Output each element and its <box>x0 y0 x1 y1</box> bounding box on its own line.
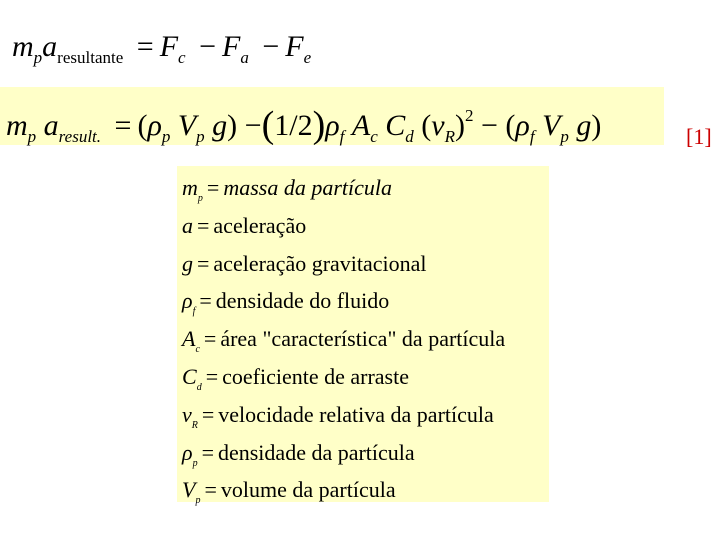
definition-row <box>182 397 549 435</box>
eq1-m: m <box>12 30 34 63</box>
eq2-lparen3: ( <box>505 109 516 142</box>
def-equals: = <box>206 175 220 200</box>
eq2-lparen2: ( <box>421 109 432 142</box>
force-balance-equation <box>12 22 311 72</box>
def-subscript: d <box>196 381 202 393</box>
definition-row <box>182 359 549 397</box>
def-text: massa da partícula <box>223 175 392 200</box>
def-symbol: A <box>182 326 196 352</box>
def-symbol: V <box>182 477 196 503</box>
eq2-f2: f <box>529 127 535 146</box>
eq2-lparen1: ( <box>137 109 148 142</box>
eq2-A: A <box>351 109 371 142</box>
eq1-resultante: resultante <box>57 48 124 67</box>
eq2-half: 1/2 <box>274 109 313 142</box>
eq2-f1: f <box>339 127 345 146</box>
eq2-p2: p <box>161 127 171 146</box>
def-text: área "característica" da partícula <box>220 326 506 352</box>
eq2-rparen1: ) <box>227 109 238 142</box>
def-equals: = <box>201 401 215 427</box>
eq1-c: c <box>178 48 186 67</box>
def-equals: = <box>201 439 214 465</box>
eq2-g1: g <box>212 109 228 142</box>
eq2-m: m <box>6 109 28 142</box>
eq1-F2: F <box>221 30 241 63</box>
def-symbol: ρ <box>182 288 193 314</box>
definition-row <box>182 246 549 284</box>
eq2-p3: p <box>196 127 205 146</box>
eq2-R: R <box>444 127 455 146</box>
eq1-a-sub: a <box>240 48 249 67</box>
expanded-equation <box>6 87 601 145</box>
def-symbol: g <box>182 250 193 276</box>
def-equals: = <box>204 477 217 503</box>
citation-reference: [1] <box>686 124 712 149</box>
def-equals: = <box>205 363 219 389</box>
def-subscript: f <box>192 306 196 318</box>
definition-row <box>182 472 549 510</box>
eq2-half-close: ) <box>312 104 326 146</box>
eq2-rho3: ρ <box>515 109 530 142</box>
def-text: densidade do fluido <box>215 288 390 314</box>
def-equals: = <box>197 250 210 276</box>
def-text: aceleração gravitacional <box>213 250 427 276</box>
eq2-v: v <box>431 109 445 142</box>
def-equals: = <box>199 288 212 314</box>
def-symbol: ρ <box>182 439 193 465</box>
def-equals: = <box>197 212 210 238</box>
def-text: coeficiente de arraste <box>222 363 409 389</box>
eq2-V1: V <box>177 109 197 142</box>
def-subscript: p <box>192 457 198 469</box>
definition-row <box>182 435 549 473</box>
def-symbol: m <box>182 175 198 200</box>
def-symbol: C <box>182 363 197 389</box>
def-subscript: c <box>195 344 200 356</box>
eq2-p4: p <box>560 127 569 146</box>
eq1-equals: = <box>136 30 154 63</box>
eq2-rho1: ρ <box>147 109 162 142</box>
eq2-rparen2: ) <box>455 109 465 142</box>
eq1-minus1: − <box>199 30 216 63</box>
eq2-equals: = <box>114 109 132 142</box>
definition-row <box>182 283 549 321</box>
def-text: aceleração <box>213 212 307 238</box>
eq2-p: p <box>27 127 37 146</box>
eq2-rho2: ρ <box>325 109 340 142</box>
eq2-square: 2 <box>465 106 474 125</box>
symbol-definitions-box <box>177 166 549 507</box>
eq1-minus2: − <box>262 30 280 63</box>
def-symbol: v <box>182 401 192 427</box>
def-subscript: R <box>191 419 198 431</box>
def-text: velocidade relativa da partícula <box>218 401 494 427</box>
def-text: densidade da partícula <box>217 439 415 465</box>
eq2-minus2: − <box>481 109 498 142</box>
eq1-F3: F <box>285 30 304 63</box>
eq2-c: c <box>370 127 378 146</box>
eq2-C: C <box>385 109 406 142</box>
eq2-a: a <box>43 109 59 142</box>
eq1-p: p <box>33 48 43 67</box>
def-equals: = <box>203 326 217 352</box>
definition-row <box>182 321 549 359</box>
expanded-equation-box <box>0 87 664 145</box>
eq1-e: e <box>303 48 312 67</box>
eq2-result: result. <box>58 127 102 146</box>
eq1-F1: F <box>159 30 179 63</box>
eq2-half-open: ( <box>261 104 275 146</box>
def-subscript: p <box>197 193 203 204</box>
def-symbol: a <box>182 212 193 238</box>
eq2-minus1: − <box>244 109 262 142</box>
def-subscript: p <box>195 495 201 507</box>
eq2-rparen3: ) <box>591 109 602 142</box>
eq2-V2: V <box>542 109 561 142</box>
def-text: volume da partícula <box>220 477 396 503</box>
definition-row <box>182 208 549 246</box>
definition-row <box>182 170 549 208</box>
eq1-a: a <box>42 30 58 63</box>
eq2-g2: g <box>576 109 592 142</box>
eq2-d: d <box>405 127 414 146</box>
